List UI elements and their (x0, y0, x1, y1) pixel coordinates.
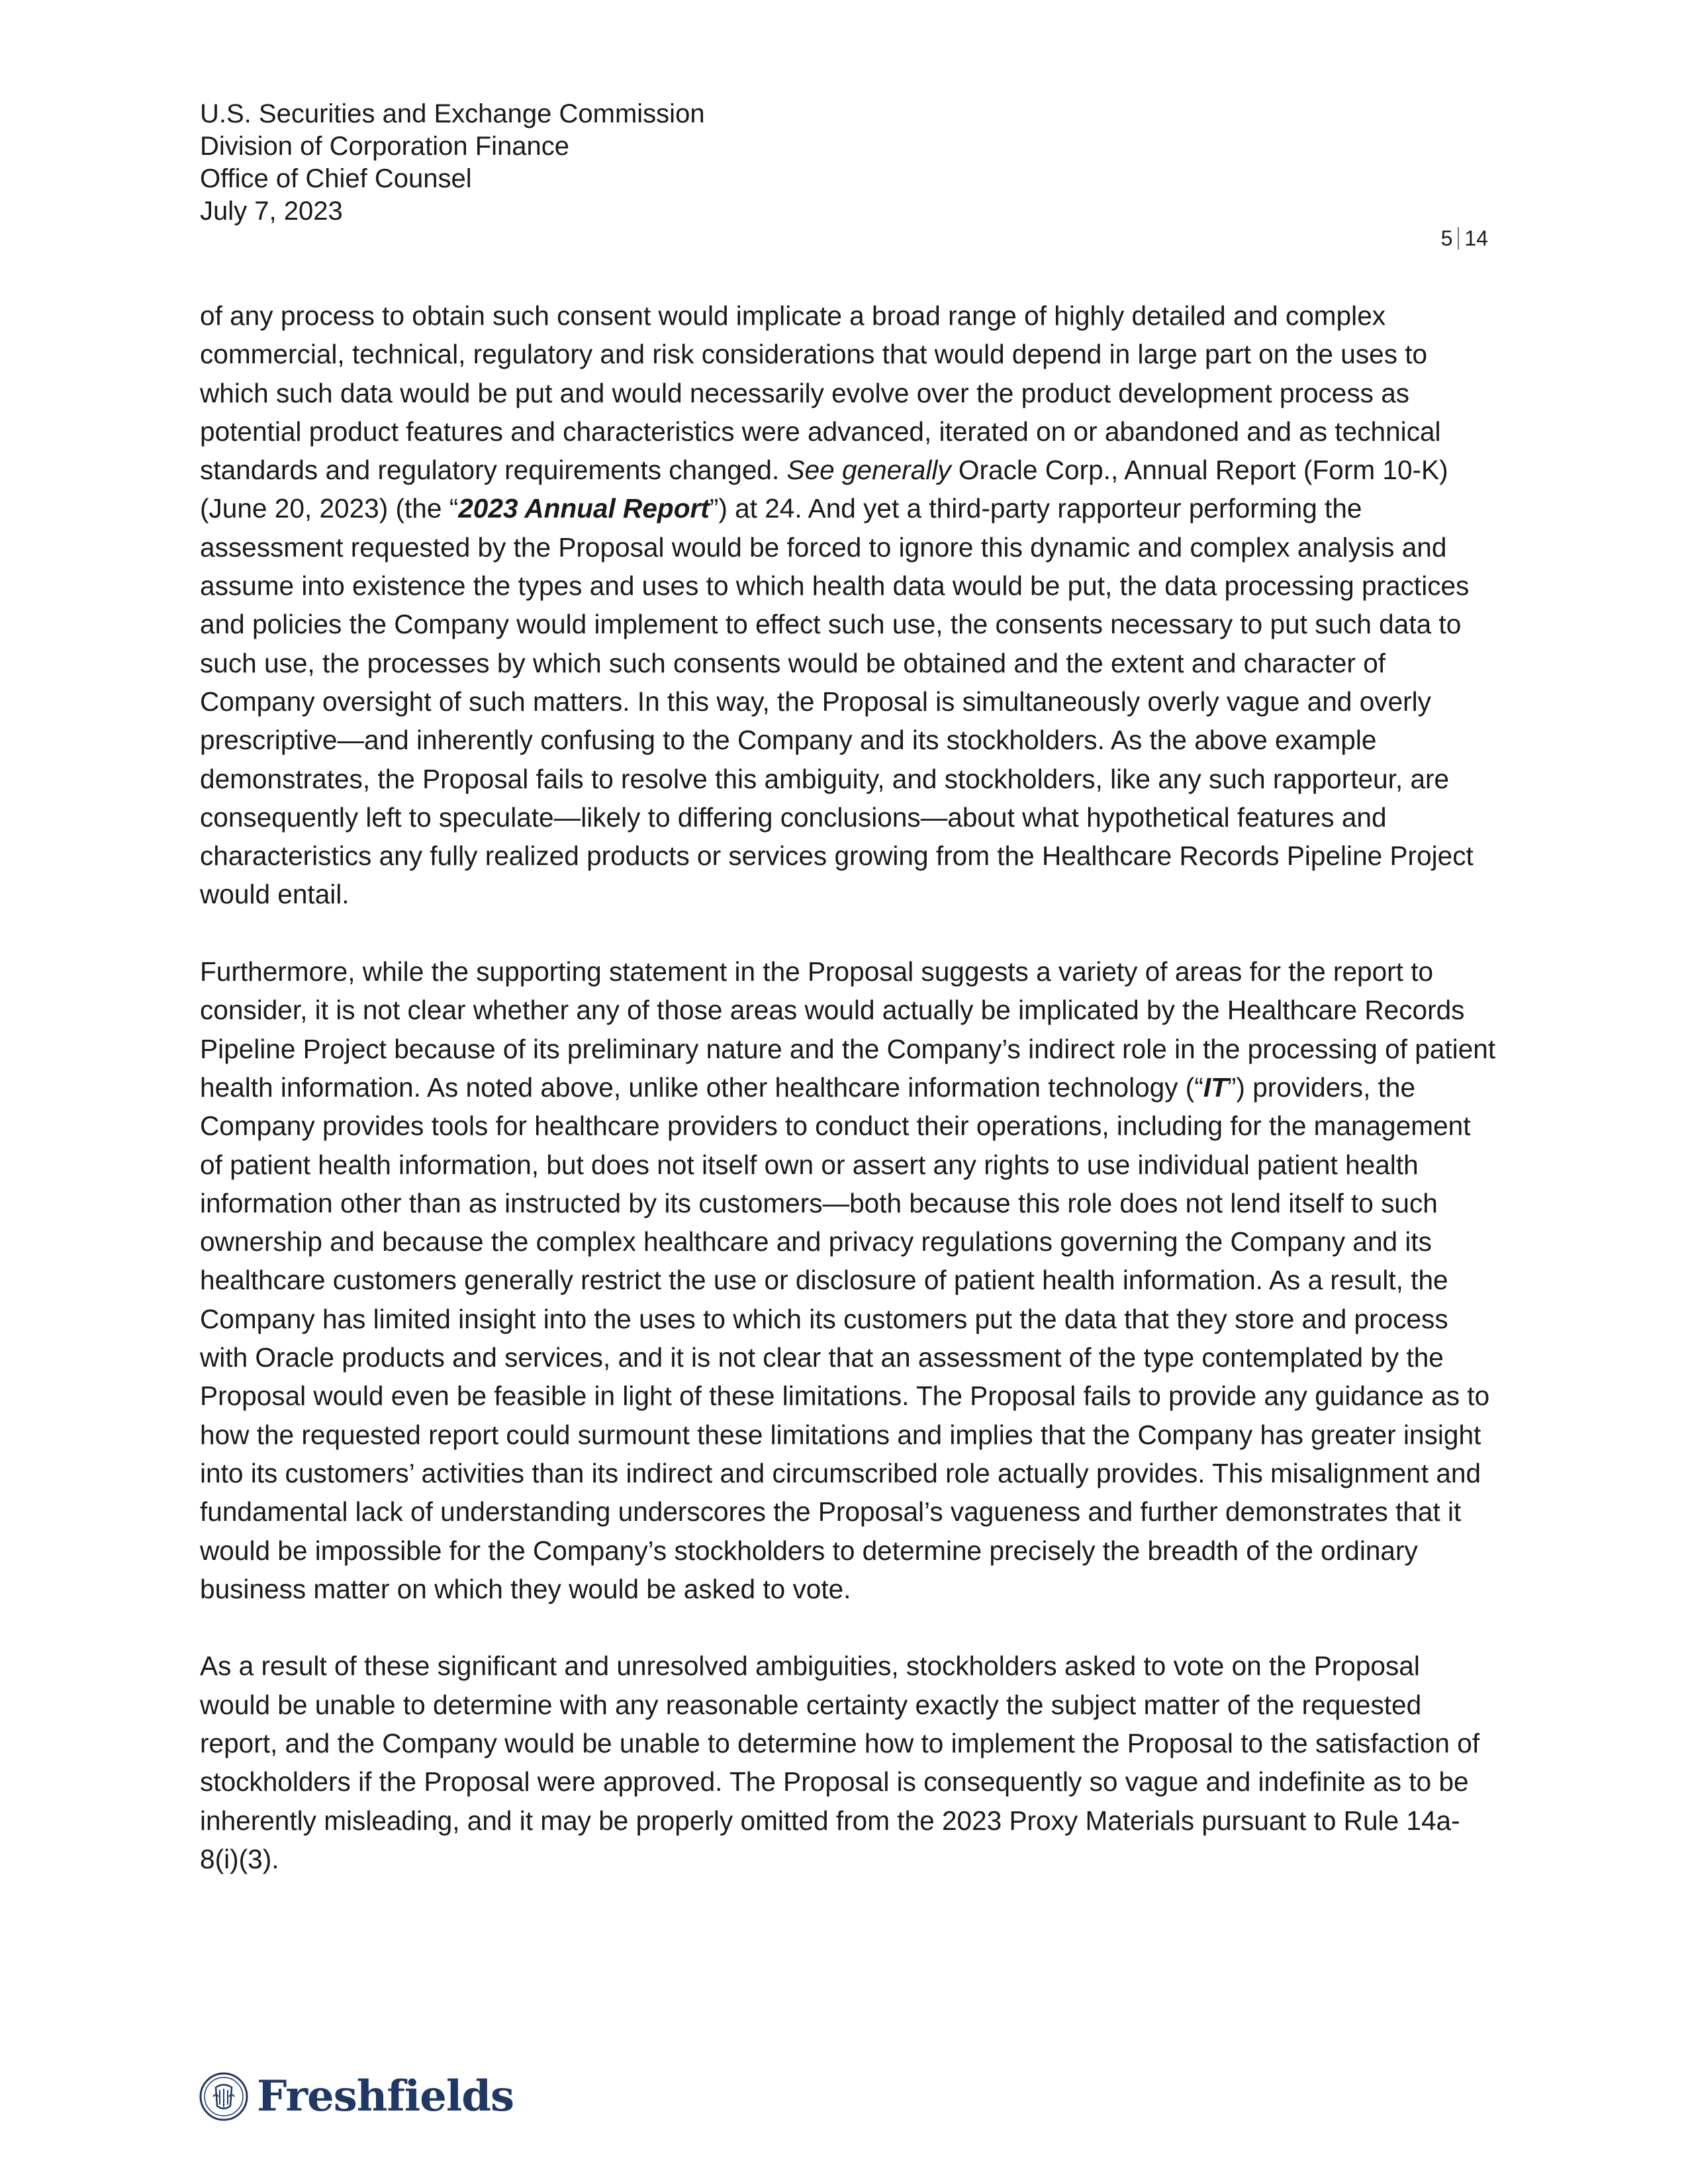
paragraph-2 (200, 952, 1497, 1608)
citation-signal: See generally (786, 455, 951, 486)
recipient-line-2: Division of Corporation Finance (200, 132, 570, 161)
paragraph-1-text-a: of any process to obtain such consent would implicate a broad range of highly detailed and complex commercial, technical, regulatory and risk considerations that would depend in large part on the uses to which such data would be put and would necessarily evolve over the product development process as potential product features and characteristics were advanced, iterated on or abandoned and as technical standards and regulatory requirements changed. (200, 300, 1441, 486)
paragraph-2-text-a: Furthermore, while the supporting statement in the Proposal suggests a variety of areas for the report to consider, it is not clear whether any of those areas would actually be implicated by the Healthcare Records Pipeline Project because of its preliminary nature and the Company’s indirect role in the processing of patient health information. As noted above, unlike other healthcare information technology (“ (200, 956, 1496, 1103)
freshfields-seal-icon (199, 2071, 249, 2122)
defined-term-annual-report: 2023 Annual Report (458, 493, 710, 524)
page-number (1441, 225, 1488, 251)
current-page: 5 (1440, 226, 1453, 250)
logo-wordmark: Freshfields (257, 2071, 514, 2121)
page-number-divider (1458, 227, 1459, 250)
letterhead (200, 98, 705, 228)
letter-date: July 7, 2023 (200, 197, 343, 226)
defined-term-it: IT (1203, 1071, 1227, 1103)
total-pages: 14 (1464, 226, 1488, 250)
paragraph-1-text-b: Oracle Corp., Annual Report (Form 10-K) (June 20, 2023) (the “ (200, 455, 1448, 524)
letter-body (200, 296, 1497, 1917)
recipient-line-1: U.S. Securities and Exchange Commission (200, 99, 705, 128)
paragraph-2-text-b: ”) providers, the Company provides tools for healthcare providers to conduct their operations, including for the management of patient health information, but does not itself own or assert any rights to use individual patient health information other than as instructed by its customers—both because this role does not lend itself to such ownership and because the complex healthcare and privacy regulations governing the Company and its healthcare customers generally restrict the use or disclosure of patient health information. As a result, the Company has limited insight into the uses to which its customers put the data that they store and process with Oracle products and services, and it is not clear that an assessment of the type contemplated by the Proposal would even be feasible in light of these limitations. The Proposal fails to provide any guidance as to how the requested report could surmount these limitations and implies that the Company has greater insight into its customers’ activities than its indirect and circumscribed role actually provides. This misalignment and fundamental lack of understanding underscores the Proposal’s vagueness and further demonstrates that it would be impossible for the Company’s stockholders to determine precisely the breadth of the ordinary business matter on which they would be asked to vote. (200, 1071, 1490, 1604)
paragraph-3: As a result of these significant and unresolved ambiguities, stockholders asked to vote on the Proposal would be unable to determine with any reasonable certainty exactly the subject matter of the requested report, and the Company would be unable to determine how to implement the Proposal to the satisfaction of stockholders if the Proposal were approved. The Proposal is consequently so vague and indefinite as to be inherently misleading, and it may be properly omitted from the 2023 Proxy Materials pursuant to Rule 14a-8(i)(3). (200, 1651, 1480, 1874)
paragraph-1-text-c: ”) at 24. And yet a third-party rapporteur performing the assessment requested by the Proposal would be forced to ignore this dynamic and complex analysis and assume into existence the types and uses to which health data would be put, the data processing practices and policies the Company would implement to effect such use, the consents necessary to put such data to such use, the processes by which such consents would be obtained and the extent and character of Company oversight of such matters. In this way, the Proposal is simultaneously overly vague and overly prescriptive—and inherently confusing to the Company and its stockholders. As the above example demonstrates, the Proposal fails to resolve this ambiguity, and stockholders, like any such rapporteur, are consequently left to speculate—likely to differing conclusions—about what hypothetical features and characteristics any fully realized products or services growing from the Healthcare Records Pipeline Project would entail. (200, 493, 1474, 910)
freshfields-logo (199, 2070, 514, 2123)
recipient-line-3: Office of Chief Counsel (200, 164, 472, 193)
paragraph-1 (200, 296, 1497, 914)
